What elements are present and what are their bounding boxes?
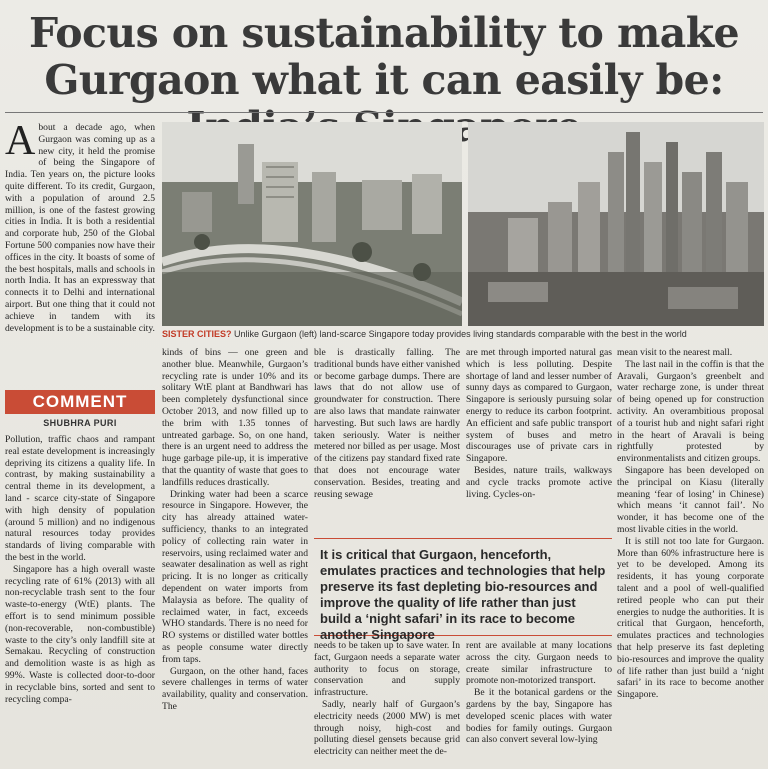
lead-paragraph <box>5 118 155 334</box>
byline: SHUBHRA PURI <box>43 418 117 428</box>
headline-rule <box>5 112 763 113</box>
paragraph: needs to be taken up to save water. In fact, Gurgaon needs a separate water authority to focus on storage, conservation and supply infrastructure. <box>314 640 460 699</box>
article-column-1b <box>5 434 155 705</box>
paragraph: Sadly, nearly half of Gurgaon’s electricity needs (2000 MW) is met through noisy, high-cost and polluting diesel gensets because grid electricity can neither meet the de- <box>314 698 460 758</box>
paragraph: kinds of bins — one green and another blue. Meanwhile, Gurgaon’s recycling rate is under 10% and its solitary WtE plant at Bandhwari has been completely dysfunctional since October 2013, and now filled up to the brim with 1.35 tonnes of untreated garbage. So, on one hand, there is an urgent need to address the huge garbage pile-up, it is imperative that the quantity of waste that goes to landfills reduces drastically. <box>162 347 308 488</box>
paragraph: Besides, nature trails, walkways and cycle tracks promote active living. Cycles-on- <box>466 464 612 500</box>
article-column-3b <box>314 640 460 758</box>
drop-cap: A <box>5 118 36 164</box>
photo-caption <box>162 328 764 340</box>
paragraph: Singapore has a high overall waste recycling rate of 61% (2013) with all non-recyclable trash sent to the four waste-to-energy (WtE) plants. The effort is to send minimum possible (non-recoverable, non-combustible) waste to the city’s only landfill site at Semakau. Recycling of construction and demolition waste is as high as 99%. Waste is collected door-to-door in recyclable bins, sorted and sent to recycling compa- <box>5 563 155 705</box>
article-column-5 <box>617 347 764 701</box>
paragraph: Be it the botanical gardens or the gardens by the bay, Singapore has developed scenic places with water bodies for family outings. Gurgaon can also convert several low-lying <box>466 687 612 746</box>
singapore-skyline-image <box>468 122 764 326</box>
gurgaon-photo <box>162 122 462 326</box>
paragraph: Singapore has been developed on the principal on Kiasu (literally meaning ‘fear of losing’ in Chinese) which means ‘it cannot fail’. No wonder, it has become one of the most livable cities in the world. <box>617 464 764 535</box>
gurgaon-skyline-image <box>162 122 462 326</box>
article-column-4b <box>466 640 612 746</box>
paragraph: The last nail in the coffin is that the Aravali, Gurgaon’s greenbelt and water recharge zone, is under threat of being opened up for construction activity. An overambitious proposal of a tourist hub and night safari right in the heart of Aravali is being rightfully protested by environmentalists and citizen groups. <box>617 358 764 465</box>
caption-text: Unlike Gurgaon (left) land-scarce Singapore today provides living standards comparable with the best in the world <box>231 329 687 339</box>
paragraph: are met through imported natural gas which is less polluting. Despite shortage of land and lesser number of sunny days as compared to Gurgaon, Singapore is seriously pursuing solar energy to reduce its carbon footprint. An efficient and safe public transport system of buses and metro discourages use of private cars in Singapore. <box>466 347 612 465</box>
pull-quote: It is critical that Gurgaon, henceforth, emulates practices and technologies that help preserve its fast depleting bio-resources and improve the quality of life rather than just build a ‘night safari’ in its race to become another Singapore <box>314 538 612 636</box>
singapore-photo <box>468 122 764 326</box>
article-column-2 <box>162 347 308 713</box>
article-column-1 <box>5 118 155 334</box>
paragraph: Gurgaon, on the other hand, faces severe challenges in terms of water availability, quality and conservation. The <box>162 665 308 712</box>
paragraph: It is still not too late for Gurgaon. More than 60% infrastructure here is yet to be developed. Among its residents, it has young corporate talent and a pool of well-qualified retired people who can put their energies to nudge the authorities. It is critical that Gurgaon, henceforth, emulates practices and technologies that help preserve its fast depleting bio-resources and improve the quality of life rather than just build a ‘night safari’ in its race to become another Singapore. <box>617 535 764 701</box>
paragraph: mean visit to the nearest mall. <box>617 347 733 358</box>
article-column-4 <box>466 347 612 500</box>
paragraph: Drinking water had been a scarce resource in Singapore. However, the city has already attained water-sufficiency, thanks to an integrated policy of collecting rain water in reservoirs, using reclaimed water and seawater desalination as well as right pricing. It is no longer as critically dependent on water imports from Malaysia as before. The quality of reclaimed water, in fact, exceeds WHO standards. There is no need for RO systems or distilled water bottles as people consume water directly from taps. <box>162 488 308 665</box>
paragraph: rent are available at many locations across the city. Gurgaon needs to create similar infrastructure to promote non-motorized transport. <box>466 640 612 687</box>
article-column-3 <box>314 347 460 500</box>
paragraph: Pollution, traffic chaos and rampant real estate development is increasingly depriving its citizens a quality life. In contrast, by making sustainability a central theme in its development, a land - scarce city-state of Singapore with high density of population (around 5 million) and no indigenous natural resources today provides standards of living comparable with the best in the world. <box>5 434 155 563</box>
comment-label: COMMENT <box>5 390 155 414</box>
lead-text: bout a decade ago, when Gurgaon was coming up as a new city, it held the promise of being the Singapore of India. Ten years on, the picture looks quite different. To its credit, Gurgaon, with a population of around 2.5 million, is one of the fastest growing cities in India. It is both a residential and corporate hub, 250 of the Global Fortune 500 companies now have their offices in the city. It boasts of some of the best hospitals, malls and schools in north India. It has an expressway that connects it to Delhi and international airport. But one thing that it could not achieve in tandem with its development is to be a sustainable city. <box>5 122 155 334</box>
caption-tag: SISTER CITIES? <box>162 329 232 339</box>
headline: Focus on sustainability to make Gurgaon what it can easily be: <box>28 9 740 104</box>
paragraph: ble is drastically falling. The traditional bunds have either vanished or become garbage dumps. There are laws that do not allow use of groundwater for construction. There are also laws that mandate rainwater harvesting. But such laws are hardly taken seriously. Water is neither metered nor billed as per usage. Most of the citizens pay standard fixed rate that does not encourage water conservation. Besides, treating and reusing sewage <box>314 347 460 500</box>
